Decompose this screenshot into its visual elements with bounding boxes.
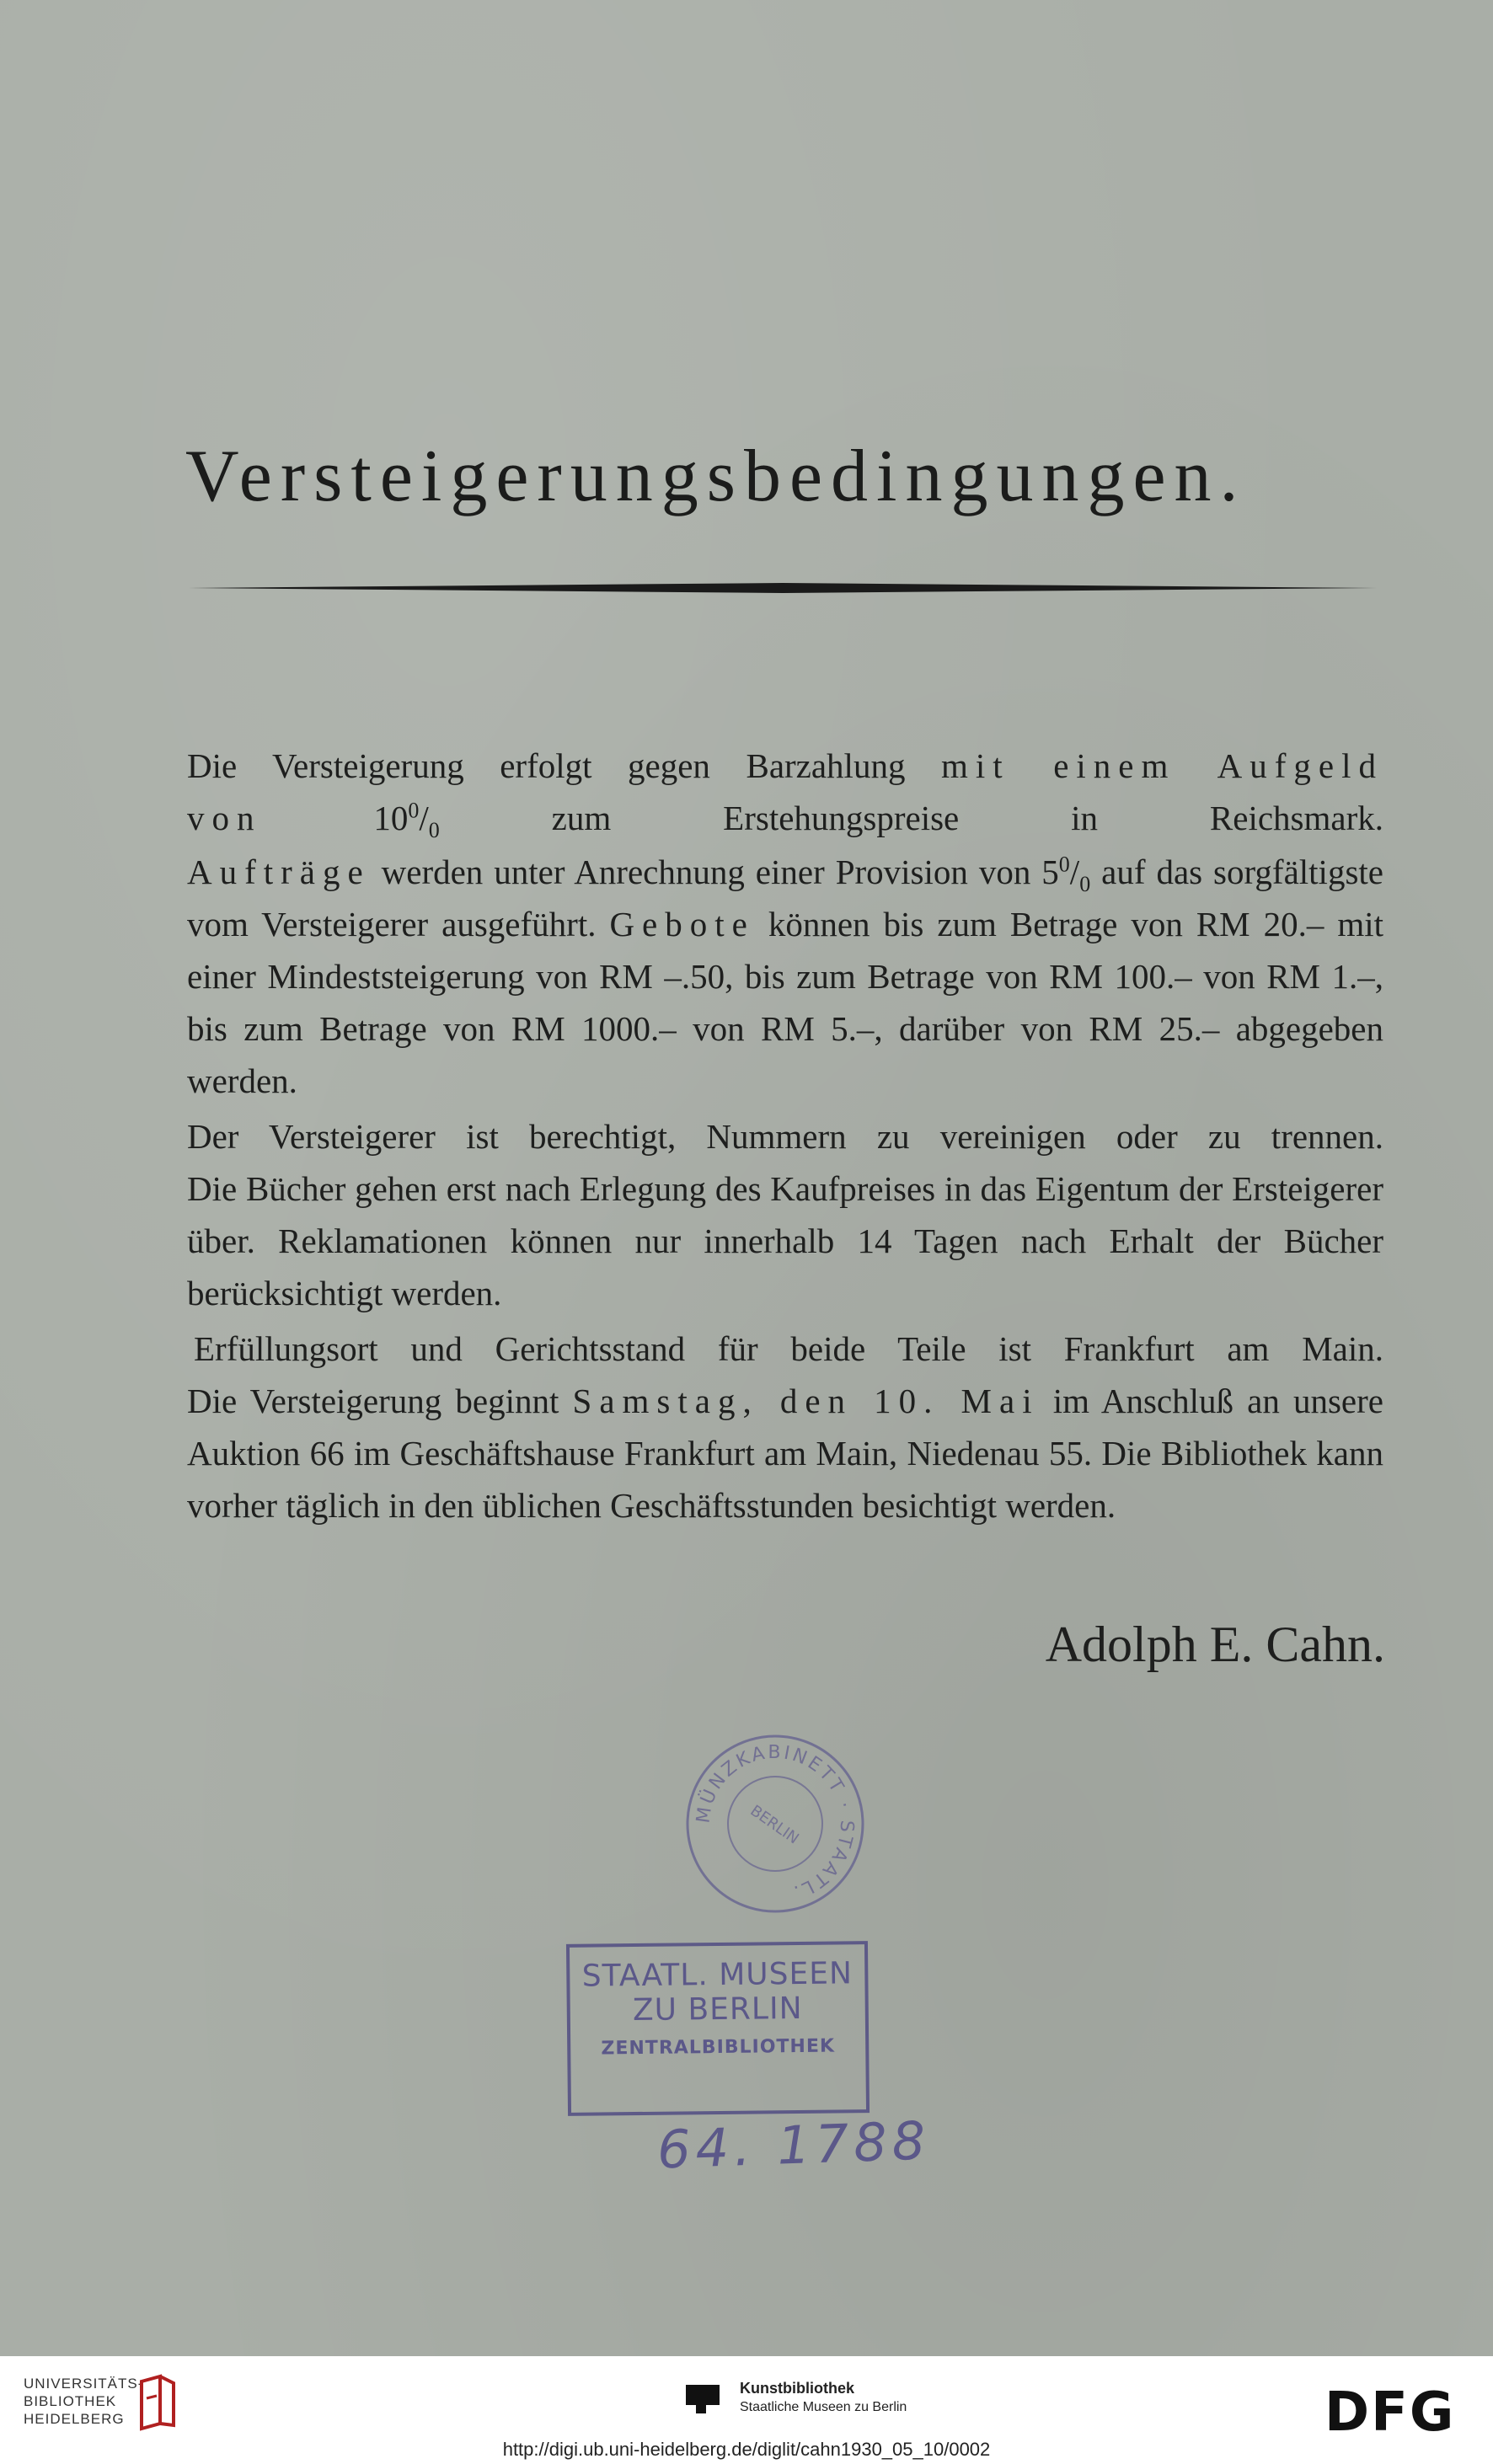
muenzkabinett-stamp <box>682 1731 868 1916</box>
paragraph-jurisdiction: Erfüllungsort und Gerichtsstand für beide Teile ist Frankfurt am Main. <box>194 1329 1383 1368</box>
svg-text:BERLIN: BERLIN <box>746 1801 802 1848</box>
signature: Adolph E. Cahn. <box>1045 1617 1385 1672</box>
kunstbibliothek-name: Kunstbibliothek <box>740 2380 854 2397</box>
kunstbibliothek-subtitle: Staatliche Museen zu Berlin <box>740 2400 907 2414</box>
title-rule <box>189 583 1377 593</box>
paragraph-orders: Aufträge werden unter Anrechnung einer Provision von $5^0/_0$ auf das sorgfältigste vom Versteigerer ausgeführt. Gebote können bis zum Betrage von RM 20.– mit einer Mindeststeigerung von RM –.50, bis zum Betrage von RM 100.– von RM 1.–, bis zum Betrage von RM 1000.– von RM 5.–, darüber von RM 25.– abgegeben werden. <box>187 852 1383 1100</box>
paragraph-schedule: Die Versteigerung beginnt Samstag, den 10. Mai im Anschluß an unsere Auktion 66 im Geschäftshause Frankfurt am Main, Niedenau 55. Die Bibliothek kann vorher täglich in den üblichen Geschäftsstunden besichtigt werden. <box>187 1382 1383 1525</box>
paragraph-payment: Die Versteigerung erfolgt gegen Barzahlung mit einem Aufgeld von $10^0/_0$ zum Erstehungspreise in Reichsmark. <box>187 746 1384 843</box>
document-title: Versteigerungsbedingungen. <box>185 436 1247 517</box>
paragraph-lots: Der Versteigerer ist berechtigt, Nummern zu vereinigen oder zu trennen. <box>187 1117 1383 1156</box>
permalink-url[interactable]: http://digi.ub.uni-heidelberg.de/diglit/cahn1930_05_10/0002 <box>502 2439 991 2460</box>
kunstbibliothek-logo-icon <box>681 2380 725 2419</box>
dfg-logo: DFG <box>1324 2381 1456 2444</box>
university-library-logo: UNIVERSITÄTS- BIBLIOTHEK HEIDELBERG <box>24 2376 144 2427</box>
svg-text:MÜNZKABINETT · STAATL.: MÜNZKABINETT · STAATL. <box>693 1741 858 1904</box>
museum-library-stamp: STAATL. MUSEEN ZU BERLIN ZENTRALBIBLIOTHEK <box>566 1941 870 2116</box>
viewer-footer <box>0 2356 1493 2464</box>
handwritten-shelfmark: 64. 1788 <box>656 2109 932 2181</box>
university-crest-icon <box>135 2373 179 2432</box>
paragraph-ownership: Die Bücher gehen erst nach Erlegung des Kaufpreises in das Eigentum der Ersteigerer über. Reklamationen können nur innerhalb 14 Tagen nach Erhalt der Bücher berücksichtigt werden. <box>187 1169 1383 1312</box>
